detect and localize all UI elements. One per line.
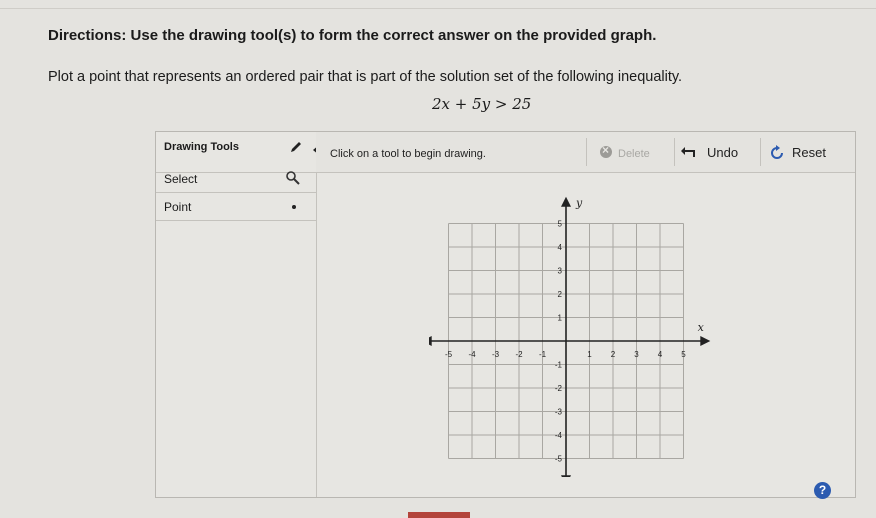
y-tick-label: -2 xyxy=(554,384,562,393)
x-tick-label: -2 xyxy=(515,350,523,359)
drawing-tools-title: Drawing Tools xyxy=(164,141,239,153)
top-divider xyxy=(0,8,876,9)
x-axis-arrow-left xyxy=(429,336,432,346)
y-axis-arrow-down xyxy=(561,475,571,477)
y-axis-label: y xyxy=(576,196,583,210)
y-tick-label: -5 xyxy=(554,454,562,464)
reset-button[interactable]: Reset xyxy=(792,145,826,160)
delete-icon xyxy=(600,146,612,158)
y-tick-label: -3 xyxy=(554,407,562,417)
x-tick-label: 4 xyxy=(657,350,663,359)
y-tick-label: -1 xyxy=(554,360,562,370)
y-tick-label: 4 xyxy=(557,243,562,252)
x-tick-label: 2 xyxy=(610,350,616,359)
undo-button[interactable]: Undo xyxy=(707,145,739,160)
magnify-icon xyxy=(285,170,301,186)
x-tick-label: 5 xyxy=(681,350,686,359)
help-icon[interactable]: ? xyxy=(814,482,831,499)
inequality: 2x + 5y > 25 xyxy=(432,95,532,113)
x-tick-label: -1 xyxy=(538,350,547,359)
dot-icon xyxy=(292,205,296,209)
toolbar-divider xyxy=(674,138,675,166)
toolbar-divider xyxy=(760,138,761,166)
x-tick-label: -5 xyxy=(444,350,453,359)
reset-icon xyxy=(769,145,785,161)
x-axis-arrow-right xyxy=(700,336,710,346)
x-tick-label: 3 xyxy=(634,350,639,359)
select-tool-label: Select xyxy=(164,172,198,186)
toolbar-hint: Click on a tool to begin drawing. xyxy=(330,148,486,160)
toolbar-divider xyxy=(586,138,587,166)
y-tick-label: -4 xyxy=(554,431,562,440)
y-tick-label: 3 xyxy=(557,266,562,276)
coordinate-graph[interactable] xyxy=(429,195,715,477)
y-tick-label: 1 xyxy=(557,313,562,323)
point-tool[interactable] xyxy=(156,193,316,221)
select-tool[interactable] xyxy=(156,165,316,193)
x-axis-label: x xyxy=(697,321,704,334)
x-tick-label: -3 xyxy=(491,350,500,359)
y-axis-arrow-up xyxy=(561,197,571,207)
y-tick-label: 2 xyxy=(557,290,562,299)
y-tick-label: 5 xyxy=(557,219,562,229)
pencil-icon xyxy=(289,140,303,154)
directions-text: Directions: Use the drawing tool(s) to form the correct answer on the provided graph. xyxy=(48,27,657,44)
point-tool-label: Point xyxy=(164,200,192,214)
x-tick-label: 1 xyxy=(587,350,592,359)
undo-icon xyxy=(680,146,696,158)
delete-button[interactable]: Delete xyxy=(618,148,650,160)
x-tick-label: -4 xyxy=(468,350,476,359)
bottom-tab[interactable] xyxy=(408,512,470,518)
drawing-tools-sidebar xyxy=(156,132,317,497)
question-prompt: Plot a point that represents an ordered pair that is part of the solution set of the following inequality. xyxy=(48,69,683,85)
